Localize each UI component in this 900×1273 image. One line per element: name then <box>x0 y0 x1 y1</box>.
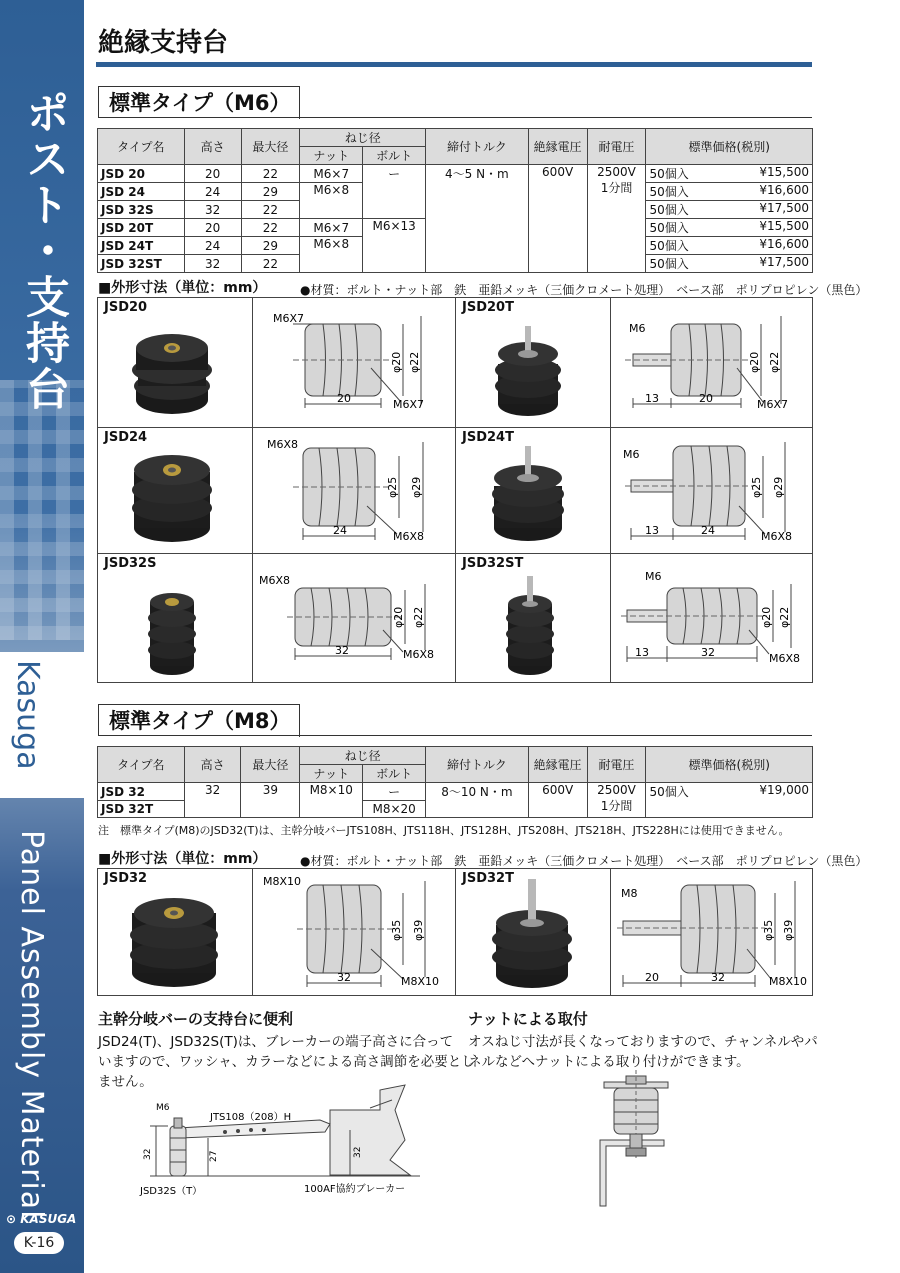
label-thread-bottom: M6X7 <box>393 398 425 411</box>
note-m8: 注 標準タイプ(M8)のJSD32(T)は、主幹分岐バーJTS108H、JTS118H、JTS128H、JTS208H、JTS218H、JTS228Hには使用できません。 <box>98 824 790 837</box>
usage-heading-left: 主幹分岐バーの支持台に便利 <box>98 1010 294 1028</box>
product-photo-cell <box>456 428 611 554</box>
fig-label-jsd: JSD32S（T） <box>140 1186 203 1197</box>
label-bolt: M6 <box>629 322 646 335</box>
cell-height: 24 <box>184 183 241 201</box>
label-dia-max: φ22 <box>408 351 421 373</box>
label-dia-max: φ22 <box>768 351 781 373</box>
cell-type: JSD 20 <box>98 165 185 183</box>
section-title-m8: 標準タイプ（M8） <box>98 704 286 736</box>
fig-label-m6: M6 <box>156 1103 170 1113</box>
price-value: ¥17,500 <box>759 255 809 269</box>
text-line: ネルなどへナットによる取り付けができます。 <box>468 1054 750 1070</box>
label-dia: φ35 <box>762 919 775 941</box>
table-row <box>98 783 813 801</box>
th-price: 標準価格(税別) <box>646 129 813 165</box>
th-type: タイプ名 <box>98 129 185 165</box>
section-underline <box>98 117 812 118</box>
insulator-photo <box>98 298 253 428</box>
price-qty: 50個入 <box>649 257 689 271</box>
product-name: JSD32 <box>104 871 148 886</box>
product-name: JSD24T <box>462 430 514 445</box>
th-bolt: ボルト <box>363 765 426 783</box>
product-photo-cell <box>98 298 253 428</box>
cell-type: JSD 32ST <box>98 255 185 273</box>
insulator-photo <box>456 428 611 554</box>
cell-torque: 4～5 N・m <box>426 165 529 273</box>
cell-price <box>646 183 813 201</box>
text-line: オスねじ寸法が長くなっておりますので、チャンネルやパ <box>468 1034 818 1050</box>
busbar-illustration <box>130 1080 430 1200</box>
sidebar-pattern <box>0 380 84 640</box>
cell-nut: M6×8 <box>300 237 363 273</box>
cell-maxdia: 22 <box>241 255 300 273</box>
price-value: ¥15,500 <box>759 165 809 179</box>
label-length: 32 <box>337 971 351 984</box>
fig-label-32: 32 <box>143 1148 153 1160</box>
price-value: ¥15,500 <box>759 219 809 233</box>
withv-2: 1分間 <box>600 181 633 195</box>
th-insv: 絶縁電圧 <box>528 747 587 783</box>
spec-table-m8 <box>97 746 813 818</box>
cell-withv <box>587 165 646 273</box>
drawing-cell <box>611 869 812 995</box>
cell-bolt: ー <box>363 165 426 219</box>
label-dia-max: φ39 <box>782 919 795 941</box>
th-height: 高さ <box>184 129 241 165</box>
dimension-drawing <box>611 298 812 428</box>
cell-height: 32 <box>184 783 241 818</box>
label-thread: M6X8 <box>259 574 291 587</box>
drawing-cell <box>253 869 456 995</box>
withv-2: 1分間 <box>600 799 633 813</box>
cell-price <box>646 219 813 237</box>
th-height: 高さ <box>184 747 241 783</box>
label-dia: φ20 <box>390 351 403 373</box>
label-dia: φ25 <box>750 476 763 498</box>
label-dia-max: φ29 <box>410 476 423 498</box>
dimension-drawing <box>611 428 812 554</box>
cell-height: 32 <box>184 255 241 273</box>
cell-price <box>646 165 813 183</box>
drawing-cell <box>253 554 456 682</box>
dim-heading-m8: ■外形寸法（単位：mm） <box>98 851 267 867</box>
label-bolt-length: 13 <box>645 392 659 405</box>
usage-heading-right: ナットによる取付 <box>468 1010 588 1028</box>
label-thread-bottom: M6X7 <box>757 398 789 411</box>
insulator-photo <box>456 554 611 682</box>
spec-table-m6 <box>97 128 813 273</box>
cell-torque: 8～10 N・m <box>426 783 529 818</box>
fig-label-32-right: 32 <box>353 1146 363 1158</box>
insulator-photo <box>98 554 253 682</box>
cell-type: JSD 32T <box>98 801 185 818</box>
th-thread: ねじ径 <box>300 747 426 765</box>
insulator-photo <box>456 298 611 428</box>
label-dia: φ25 <box>386 476 399 498</box>
sidebar-brand: Kasuga <box>10 660 45 770</box>
cell-maxdia: 22 <box>241 219 300 237</box>
cell-price <box>646 255 813 273</box>
label-dia-max: φ22 <box>412 606 425 628</box>
product-name: JSD32ST <box>462 556 524 571</box>
drawing-cell <box>253 428 456 554</box>
sidebar <box>0 0 84 1273</box>
nut-mount-illustration <box>580 1070 690 1210</box>
logo-text: KASUGA <box>20 1212 77 1226</box>
cell-height: 20 <box>184 219 241 237</box>
product-photo-cell <box>456 869 611 995</box>
product-name: JSD20T <box>462 300 514 315</box>
label-dia-max: φ22 <box>778 606 791 628</box>
label-thread-bottom: M8X10 <box>769 975 808 988</box>
cell-type: JSD 24T <box>98 237 185 255</box>
label-dia: φ20 <box>760 606 773 628</box>
section-underline <box>98 735 812 736</box>
label-bolt-length: 13 <box>645 524 659 537</box>
dimension-drawing <box>611 869 812 995</box>
dimension-drawing <box>253 869 456 995</box>
price-qty: 50個入 <box>649 203 689 217</box>
price-value: ¥16,600 <box>759 237 809 251</box>
cell-price <box>646 237 813 255</box>
product-name: JSD24 <box>104 430 148 445</box>
th-torque: 締付トルク <box>426 129 529 165</box>
cell-height: 24 <box>184 237 241 255</box>
label-thread-bottom: M6X8 <box>393 530 425 543</box>
dimension-drawing <box>253 554 456 682</box>
table-row <box>98 165 813 183</box>
price-qty: 50個入 <box>649 785 689 799</box>
dimension-drawing <box>253 298 456 428</box>
cell-insv: 600V <box>528 165 587 273</box>
text-line: ません。 <box>98 1074 153 1090</box>
label-bolt: M6 <box>645 570 662 583</box>
cell-bolt: M6×13 <box>363 219 426 273</box>
th-bolt: ボルト <box>363 147 426 165</box>
cell-type: JSD 32S <box>98 201 185 219</box>
cell-height: 20 <box>184 165 241 183</box>
label-bolt-length: 20 <box>645 971 659 984</box>
th-insv: 絶縁電圧 <box>528 129 587 165</box>
cell-height: 32 <box>184 201 241 219</box>
cell-nut: M6×7 <box>300 219 363 237</box>
label-length: 32 <box>711 971 725 984</box>
product-photo-cell <box>456 298 611 428</box>
page-title: 絶縁支持台 <box>98 28 229 58</box>
insulator-photo <box>98 869 253 995</box>
price-value: ¥19,000 <box>759 783 809 797</box>
label-thread-bottom: M6X8 <box>761 530 793 543</box>
label-thread-bottom: M8X10 <box>401 975 440 988</box>
label-length: 20 <box>337 392 351 405</box>
drawing-cell <box>611 298 812 428</box>
usage-text-right <box>468 1032 818 1072</box>
cell-bolt: M8×20 <box>363 801 426 818</box>
price-qty: 50個入 <box>649 221 689 235</box>
label-dia: φ20 <box>392 606 405 628</box>
cell-type: JSD 32 <box>98 783 185 801</box>
label-thread: M6X7 <box>273 312 305 325</box>
cell-price <box>646 201 813 219</box>
insulator-photo <box>456 869 611 995</box>
th-type: タイプ名 <box>98 747 185 783</box>
fig-label-27: 27 <box>209 1150 219 1162</box>
th-nut: ナット <box>300 765 363 783</box>
price-value: ¥16,600 <box>759 183 809 197</box>
withv-1: 2500V <box>597 165 636 179</box>
cell-maxdia: 29 <box>241 237 300 255</box>
label-bolt: M8 <box>621 887 638 900</box>
cell-nut: M8×10 <box>300 783 363 818</box>
th-price: 標準価格(税別) <box>646 747 813 783</box>
label-length: 24 <box>333 524 347 537</box>
label-dia: φ35 <box>390 919 403 941</box>
fig-label-jts: JTS108（208）H <box>210 1112 292 1123</box>
product-name: JSD32S <box>104 556 157 571</box>
product-name: JSD20 <box>104 300 148 315</box>
label-thread: M6X8 <box>267 438 299 451</box>
label-thread-bottom: M6X8 <box>769 652 801 665</box>
page-number: K-16 <box>14 1232 64 1254</box>
price-value: ¥17,500 <box>759 201 809 215</box>
label-bolt-length: 13 <box>635 646 649 659</box>
cell-maxdia: 22 <box>241 165 300 183</box>
product-photo-cell <box>98 554 253 682</box>
section-title-m6: 標準タイプ（M6） <box>98 86 286 118</box>
material-m8: ●材質：ボルト・ナット部 鉄 亜鉛メッキ（三価クロメート処理） ベース部 ポリプロピレン（黒色） <box>300 854 868 868</box>
th-nut: ナット <box>300 147 363 165</box>
cell-nut: M6×7 <box>300 165 363 183</box>
product-photo-cell <box>98 428 253 554</box>
label-length: 32 <box>701 646 715 659</box>
cell-maxdia: 22 <box>241 201 300 219</box>
label-length: 32 <box>335 644 349 657</box>
price-qty: 50個入 <box>649 239 689 253</box>
text-line: JSD24(T)、JSD32S(T)は、ブレーカーの端子高さに合って <box>98 1034 454 1050</box>
th-withv: 耐電圧 <box>587 747 646 783</box>
product-photo-cell <box>456 554 611 682</box>
insulator-photo <box>98 428 253 554</box>
label-bolt: M6 <box>623 448 640 461</box>
cell-type: JSD 20T <box>98 219 185 237</box>
price-qty: 50個入 <box>649 185 689 199</box>
dimension-drawing <box>253 428 456 554</box>
sidebar-category: ポスト・支持台 <box>18 90 69 412</box>
label-dia-max: φ29 <box>772 476 785 498</box>
dimension-grid-m8 <box>97 868 813 996</box>
cell-maxdia: 39 <box>241 783 300 818</box>
label-length: 20 <box>699 392 713 405</box>
dimension-grid-m6 <box>97 297 813 683</box>
label-thread: M8X10 <box>263 875 302 888</box>
fig-label-breaker: 100AF協約ブレーカー <box>304 1184 406 1195</box>
cell-withv <box>587 783 646 818</box>
drawing-cell <box>611 428 812 554</box>
drawing-cell <box>253 298 456 428</box>
cell-price <box>646 783 813 818</box>
cell-maxdia: 29 <box>241 183 300 201</box>
material-m6: ●材質：ボルト・ナット部 鉄 亜鉛メッキ（三価クロメート処理） ベース部 ポリプロピレン（黒色） <box>300 283 868 297</box>
label-dia-max: φ39 <box>412 919 425 941</box>
th-maxdia: 最大径 <box>241 747 300 783</box>
withv-1: 2500V <box>597 783 636 797</box>
product-name: JSD32T <box>462 871 514 886</box>
label-length: 24 <box>701 524 715 537</box>
kasuga-logo: ⊙ KASUGA <box>6 1212 77 1226</box>
price-qty: 50個入 <box>649 167 689 181</box>
product-photo-cell <box>98 869 253 995</box>
dim-heading-m6: ■外形寸法（単位：mm） <box>98 280 267 296</box>
label-dia: φ20 <box>748 351 761 373</box>
text-line: いますので、ワッシャ、カラーなどによる高さ調節を必要とし <box>98 1054 475 1070</box>
cell-type: JSD 24 <box>98 183 185 201</box>
cell-bolt: ー <box>363 783 426 801</box>
cell-nut: M6×8 <box>300 183 363 219</box>
th-thread: ねじ径 <box>300 129 426 147</box>
sidebar-subtitle: Panel Assembly Material <box>14 830 49 1220</box>
th-withv: 耐電圧 <box>587 129 646 165</box>
dimension-drawing <box>611 554 812 682</box>
label-thread-bottom: M6X8 <box>403 648 435 661</box>
drawing-cell <box>611 554 812 682</box>
cell-insv: 600V <box>528 783 587 818</box>
title-rule <box>96 62 812 67</box>
th-torque: 締付トルク <box>426 747 529 783</box>
th-maxdia: 最大径 <box>241 129 300 165</box>
